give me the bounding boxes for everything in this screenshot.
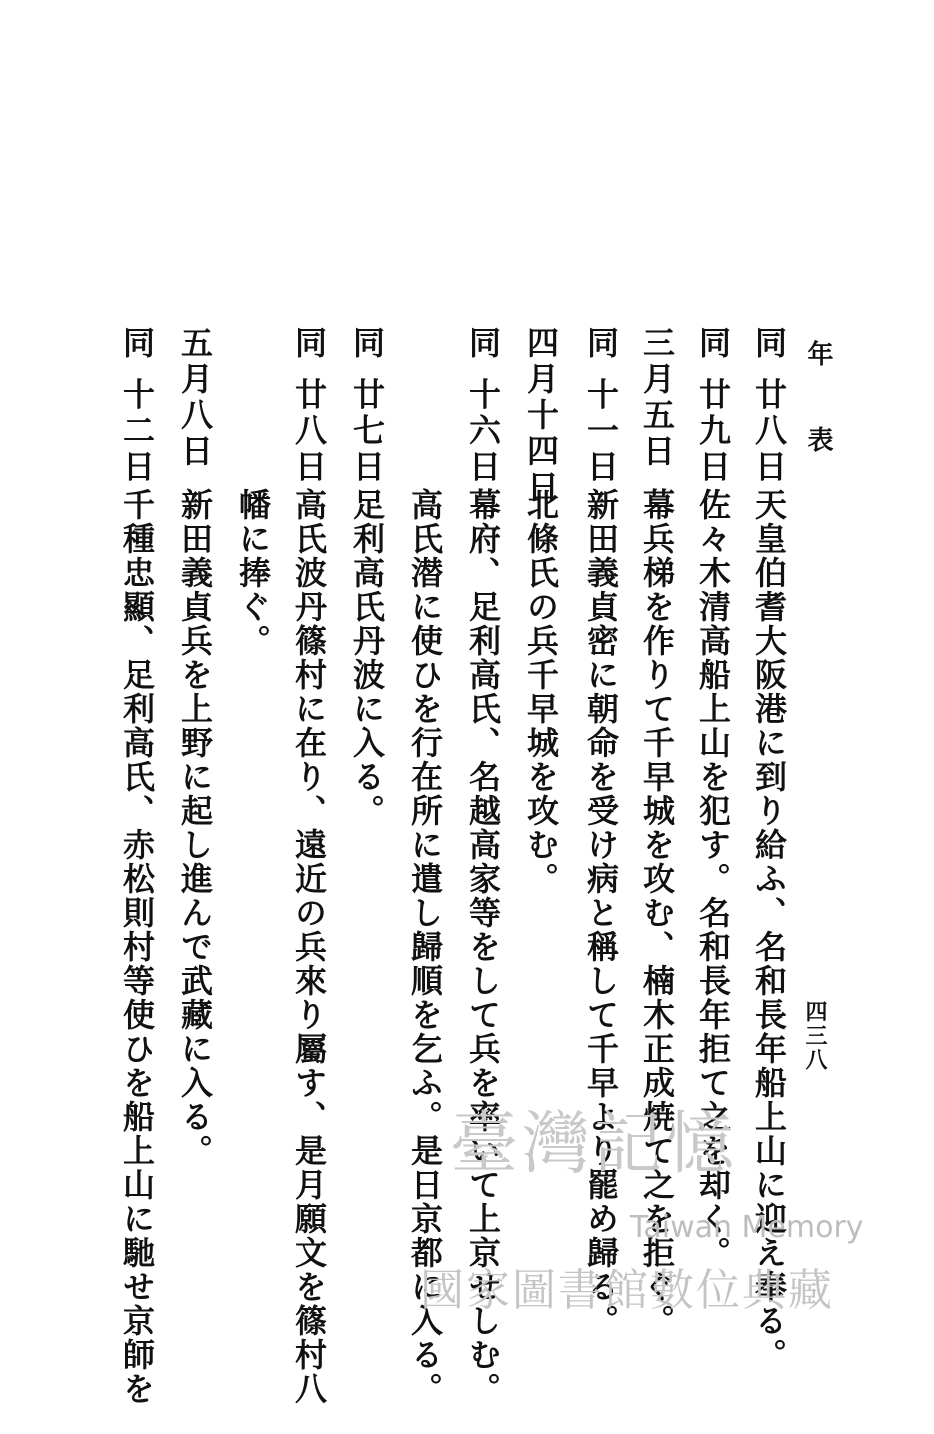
entry-text: 千種忠顯、足利高氏、赤松則村等使ひを船上山に馳せ京師を: [118, 488, 156, 1406]
entry-date: 三月五日: [638, 326, 676, 470]
watermark-english: Taiwan Memory: [630, 1210, 864, 1245]
entry-text: 足利高氏丹波に入る。: [348, 488, 386, 828]
entry-date: 同 十六日: [464, 326, 502, 486]
entry-date: 同 廿八日: [290, 326, 328, 486]
entry-date: 同 廿七日: [348, 326, 386, 486]
watermark-logo: 臺灣記憶: [450, 1105, 739, 1184]
entry-text: 幕府、足利高氏、名越高家等をして兵を率いて上京せしむ。: [464, 488, 502, 1406]
entry-text: 幕兵梯を作りて千早城を攻む、楠木正成焼て之を拒ぐ。: [638, 488, 676, 1338]
entry-date: 同 十二日: [118, 326, 156, 486]
entry-text: 幡に捧ぐ。: [234, 488, 272, 658]
entry-text: 高氏潜に使ひを行在所に遣し歸順を乞ふ。是日京都に入る。: [406, 488, 444, 1406]
watermark-library: 國家圖書館數位典藏: [420, 1265, 834, 1316]
entry-date: 同 廿九日: [694, 326, 732, 486]
entry-date: 同 廿八日: [750, 326, 788, 486]
page-number: 四三八: [802, 1000, 828, 1072]
entry-text: 新田義貞兵を上野に起し進んで武藏に入る。: [176, 488, 214, 1168]
entry-text: 北條氏の兵千早城を攻む。: [522, 488, 560, 896]
entry-text: 天皇伯耆大阪港に到り給ふ、名和長年船上山に迎え奉る。: [750, 488, 788, 1372]
entry-date: 四月十四日: [522, 326, 560, 506]
entry-text: 高氏波丹篠村に在り、遠近の兵來り屬す、是月願文を篠村八: [290, 488, 328, 1406]
entry-text: 新田義貞密に朝命を受け病と稱して千早より罷め歸る。: [582, 488, 620, 1338]
header-title: 年表: [803, 340, 833, 512]
entry-date: 同 十一日: [582, 326, 620, 486]
entry-text: 佐々木清高船上山を犯す。名和長年拒て之を却く。: [694, 488, 732, 1270]
entry-date: 五月八日: [176, 326, 214, 470]
